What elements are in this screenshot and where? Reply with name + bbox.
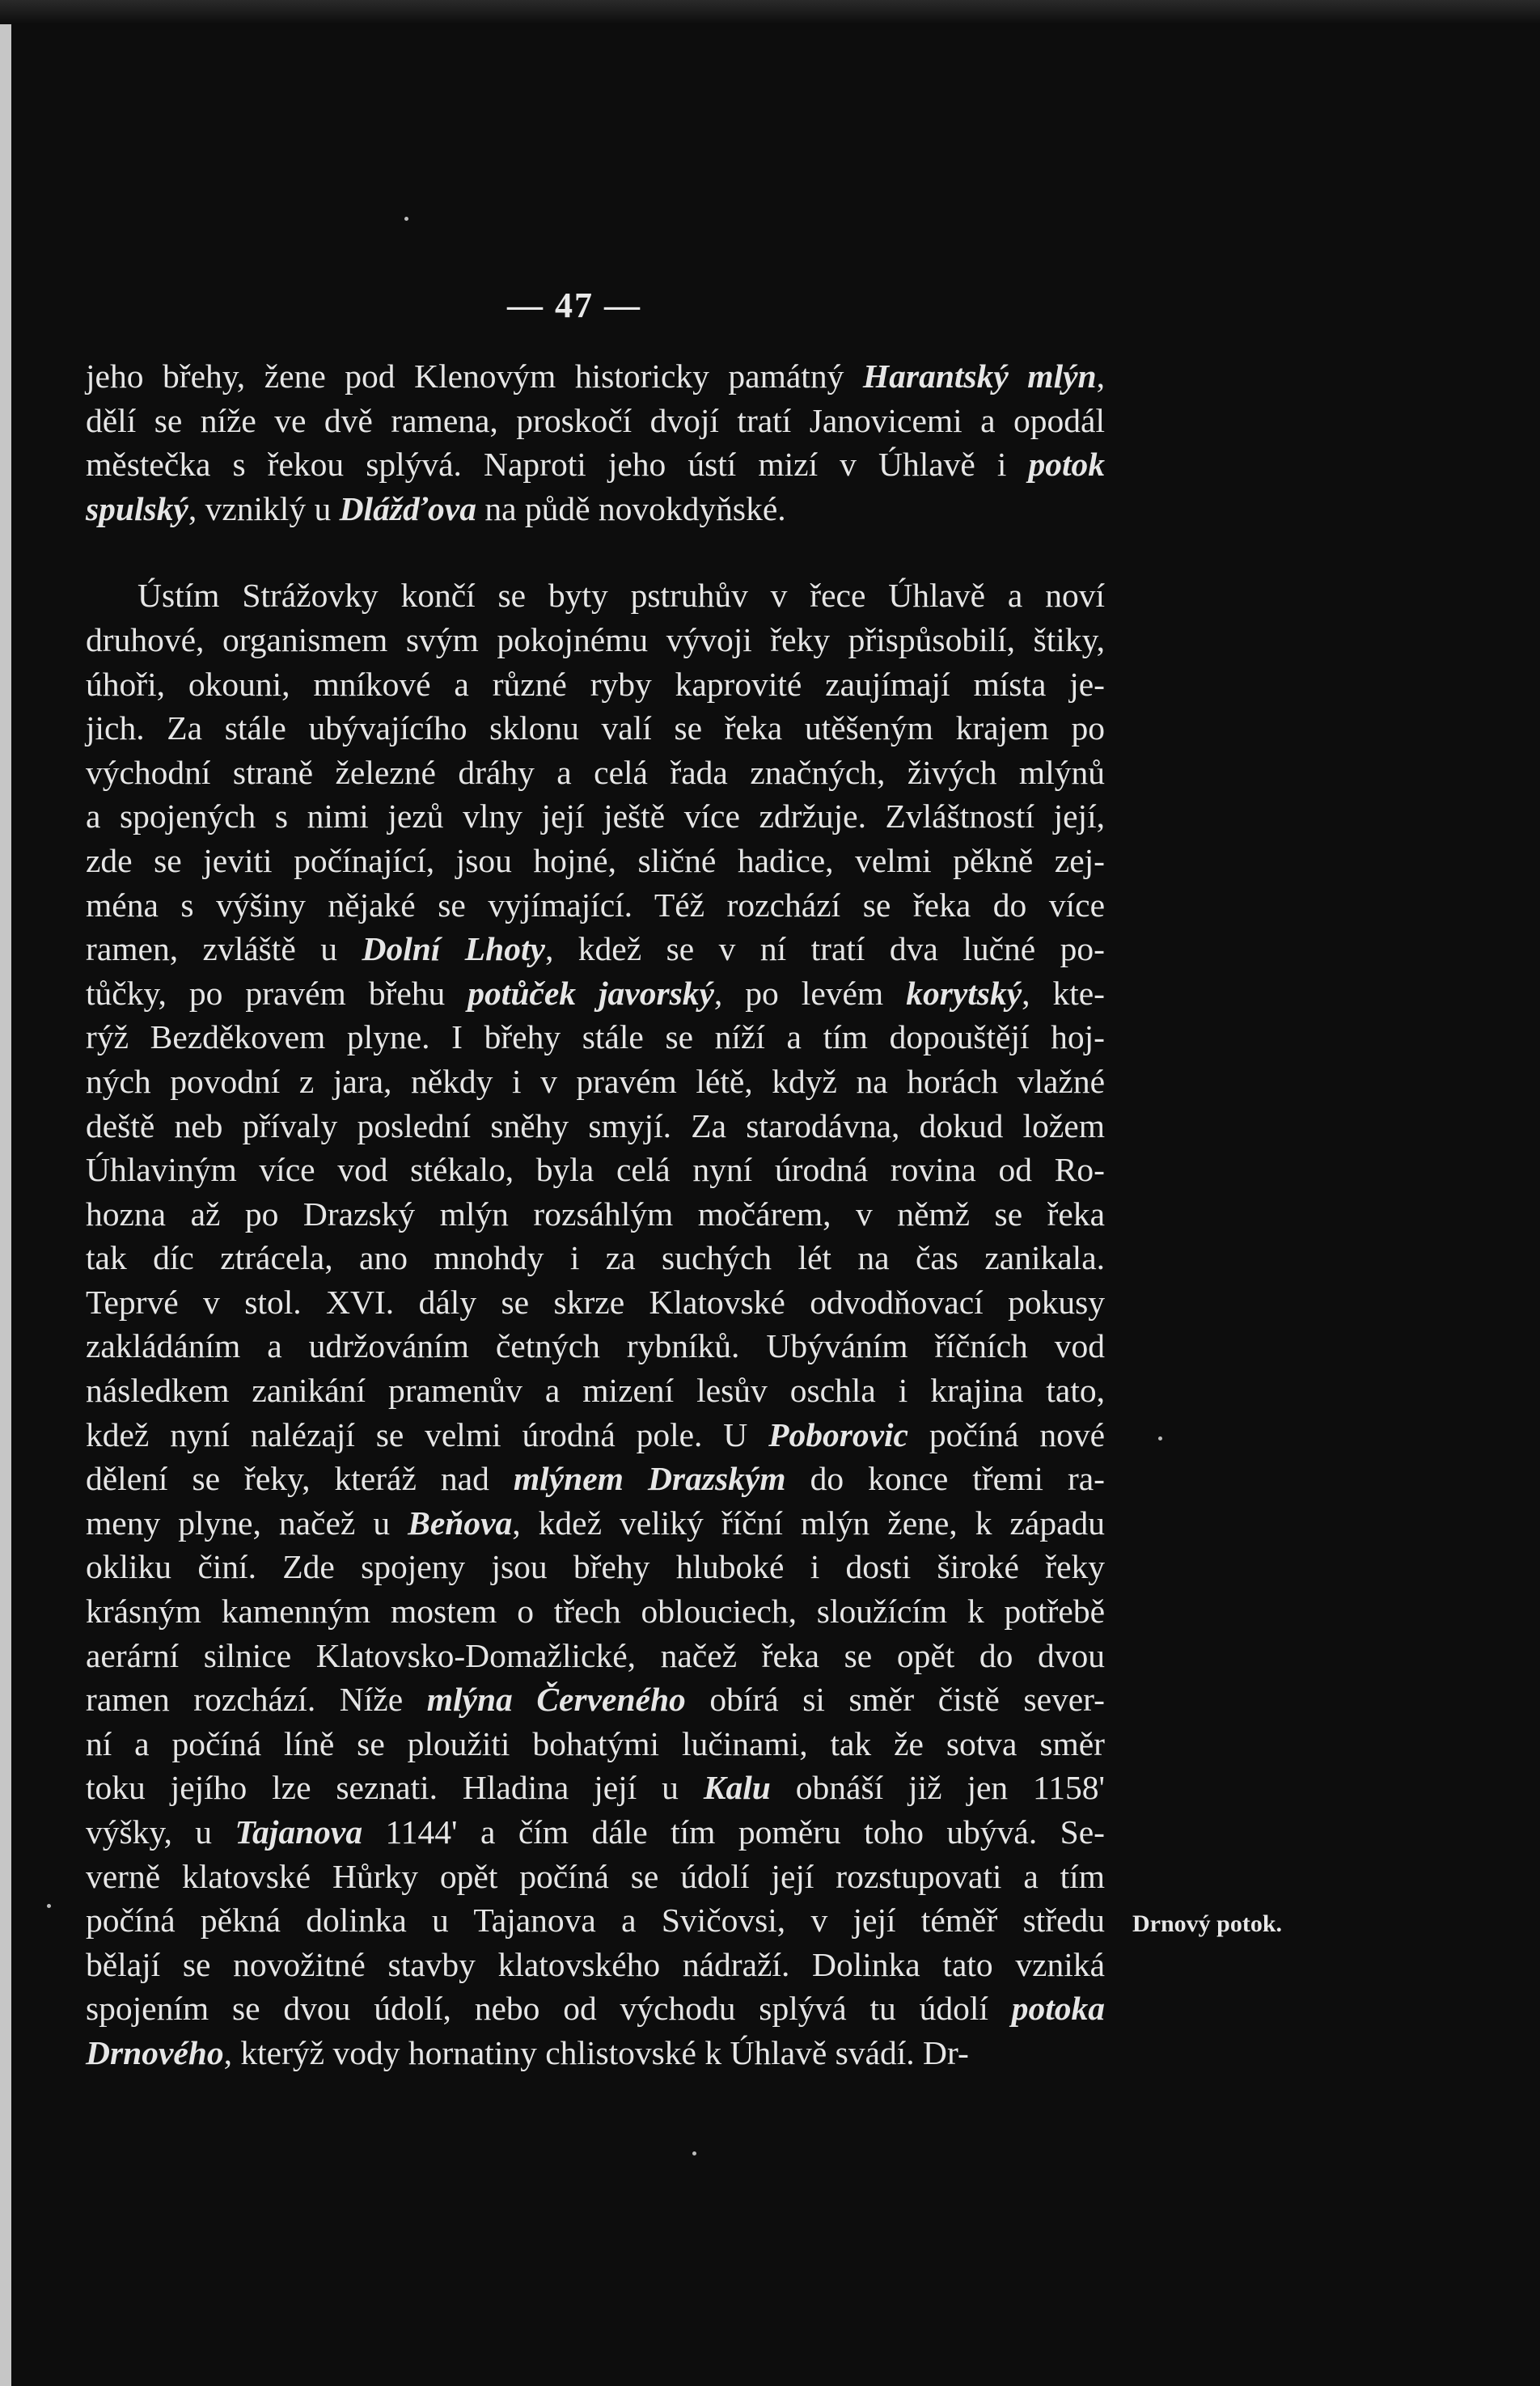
dust-speck xyxy=(47,1904,51,1908)
text-line: ramen rozchází. Níže mlýna Červeného obírá si směr čistě sever- xyxy=(86,1681,1105,1719)
italic-term: mlýnem Drazským xyxy=(513,1460,786,1498)
text-line: východní straně železné dráhy a celá řada značných, živých mlýnů xyxy=(86,753,1105,791)
italic-term: Kalu xyxy=(703,1769,771,1807)
text-line: Ústím Strážovky končí se byty pstruhův v řece Úhlavě a noví xyxy=(138,577,1105,615)
italic-term: korytský xyxy=(906,974,1022,1012)
text-line: okliku činí. Zde spojeny jsou břehy hluboké i dosti široké řeky xyxy=(86,1548,1105,1586)
text-line: jich. Za stále ubývajícího sklonu valí se řeka utěšeným krajem po xyxy=(86,709,1105,747)
text-line: ramen, zvláště u Dolní Lhoty, kdež se v ní tratí dva lučné po- xyxy=(86,930,1105,968)
italic-term: Poborovic xyxy=(768,1415,908,1453)
text-line: zakládáním a udržováním četných rybníků. Ubýváním říčních vod xyxy=(86,1327,1105,1365)
text-line: ných povodní z jara, někdy i v pravém létě, když na horách vlažné xyxy=(86,1062,1105,1100)
text-line: hozna až po Drazský mlýn rozsáhlým močárem, v němž se řeka xyxy=(86,1195,1105,1233)
text-line: výšky, u Tajanova 1144' a čím dále tím poměru toho ubývá. Se- xyxy=(86,1813,1105,1851)
dust-speck xyxy=(692,2151,696,2155)
italic-term: Drnového xyxy=(86,2033,224,2071)
text-line: Teprvé v stol. XVI. dály se skrze Klatovské odvodňovací pokusy xyxy=(86,1283,1105,1321)
text-line: meny plyne, načež u Beňova, kdež veliký říční mlýn žene, k západu xyxy=(86,1504,1106,1542)
paragraph-gap xyxy=(86,531,1105,573)
text-line: dělí se níže ve dvě ramena, proskočí dvojí tratí Janovicemi a opodál xyxy=(86,401,1105,439)
italic-term: potok xyxy=(1028,446,1105,484)
text-line: městečka s řekou splývá. Naproti jeho ústí mizí v Úhlavě i potok xyxy=(86,446,1105,484)
body-text xyxy=(86,354,1105,2075)
text-line: spulský, vzniklý u Dlážďova na půdě novokdyňské. xyxy=(86,489,786,527)
text-line: tůčky, po pravém břehu potůček javorský, po levém korytský, kte- xyxy=(86,974,1105,1012)
dust-speck xyxy=(404,217,408,221)
italic-term: mlýna Červeného xyxy=(426,1681,686,1719)
dust-speck xyxy=(1158,1436,1162,1440)
text-line: bělají se novožitné stavby klatovského nádraží. Dolinka tato vzniká xyxy=(86,1945,1105,1983)
text-line: deště neb přívaly poslední sněhy smyjí. Za starodávna, dokud ložem xyxy=(86,1106,1105,1144)
text-line: krásným kamenným mostem o třech oblouciech, sloužícím k potřebě xyxy=(86,1593,1105,1631)
scan-edge xyxy=(0,0,11,2386)
text-line: následkem zanikání pramenův a mizení lesův oschla i krajina tato, xyxy=(86,1372,1105,1410)
text-line: druhové, organismem svým pokojnému vývoji řeky přispůsobilí, štiky, xyxy=(86,620,1105,658)
scan-top-shadow xyxy=(0,0,1540,24)
italic-term: Dolní Lhoty xyxy=(362,930,545,968)
text-line: toku jejího lze seznati. Hladina její u Kalu obnáší již jen 1158' xyxy=(86,1769,1105,1807)
text-line: tak díc ztrácela, ano mnohdy i za suchých lét na čas zanikala. xyxy=(86,1239,1105,1277)
italic-term: Tajanova xyxy=(235,1813,363,1851)
text-line: Drnového, kterýž vody hornatiny chlistovské k Úhlavě svádí. Dr- xyxy=(86,2033,969,2071)
text-line: ní a počíná líně se ploužiti bohatými lučinami, tak že sotva směr xyxy=(86,1724,1105,1762)
text-line: Úhlaviným více vod stékalo, byla celá nyní úrodná rovina od Ro- xyxy=(86,1151,1105,1189)
margin-note: Drnový potok. xyxy=(1132,1910,1283,1937)
text-line: kdež nyní nalézají se velmi úrodná pole. U Poborovic počíná nové xyxy=(86,1415,1105,1453)
italic-term: Harantský mlýn xyxy=(862,357,1097,395)
text-line: rýž Bezděkovem plyne. I břehy stále se níží a tím dopouštějí hoj- xyxy=(86,1018,1105,1056)
italic-term: Beňova xyxy=(408,1504,513,1542)
text-line: počíná pěkná dolinka u Tajanova a Svičovsi, v její téměř středu xyxy=(86,1902,1105,1940)
text-line: a spojených s nimi jezů vlny její ještě více zdržuje. Zvláštností její, xyxy=(86,797,1105,836)
text-line: spojením se dvou údolí, nebo od východu splývá tu údolí potoka xyxy=(86,1990,1105,2028)
text-line: aerární silnice Klatovsko-Domažlické, načež řeka se opět do dvou xyxy=(86,1636,1105,1674)
text-line: dělení se řeky, kteráž nad mlýnem Drazským do konce třemi ra- xyxy=(86,1460,1106,1498)
italic-term: spulský xyxy=(86,489,188,527)
italic-term: potoka xyxy=(1011,1990,1105,2028)
text-line: ména s výšiny nějaké se vyjímající. Též rozchází se řeka do více xyxy=(86,886,1105,924)
italic-term: potůček javorský xyxy=(468,974,714,1012)
italic-term: Dlážďova xyxy=(339,489,476,527)
text-line: verně klatovské Hůrky opět počíná se údolí její rozstupovati a tím xyxy=(86,1857,1105,1895)
page-number: — 47 — xyxy=(507,286,641,325)
text-line: jeho břehy, žene pod Klenovým historicky památný Harantský mlýn, xyxy=(86,357,1105,395)
text-line: úhoři, okouni, mníkové a různé ryby kaprovité zaujímají místa je- xyxy=(86,665,1105,703)
text-line: zde se jeviti počínající, jsou hojné, sličné hadice, velmi pěkně zej- xyxy=(86,841,1105,879)
